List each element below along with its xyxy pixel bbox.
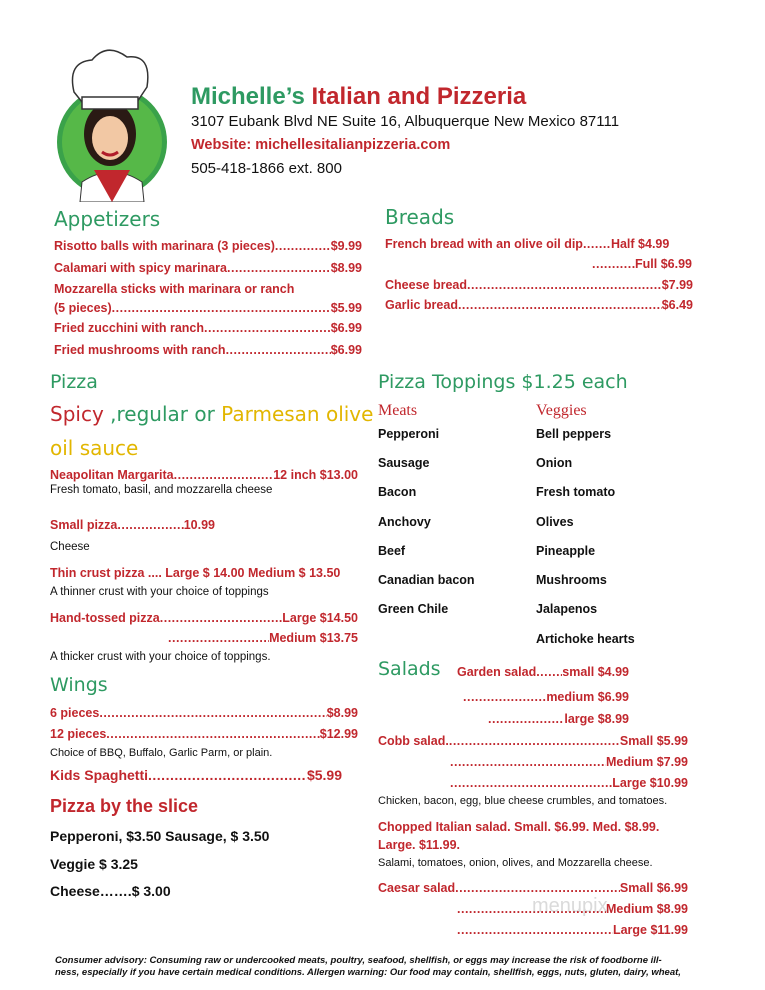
menu-item	[457, 922, 688, 938]
menu-item	[54, 300, 362, 316]
appetizers-heading: Appetizers	[54, 207, 161, 231]
item-price: Large $11.99	[612, 923, 688, 937]
wings-heading: Wings	[50, 674, 108, 696]
topping: Canadian bacon	[378, 573, 475, 587]
menu-item	[50, 767, 342, 783]
item-name: Hand-tossed pizza	[50, 611, 160, 625]
item-name: Neapolitan Margarita	[50, 468, 174, 482]
menu-item	[385, 236, 689, 252]
menu-item	[50, 705, 358, 721]
topping: Onion	[536, 456, 573, 470]
item-name: Cobb salad.	[378, 734, 449, 748]
topping: Artichoke hearts	[536, 632, 635, 646]
item-price: Small $5.99	[619, 734, 688, 748]
item-price: Medium $7.99	[606, 755, 688, 769]
item-price: Full $6.99	[635, 257, 692, 271]
menu-item	[54, 342, 362, 358]
item-price: Large $10.99	[612, 776, 688, 790]
sauce-regular: ,regular or	[103, 402, 222, 426]
item-price: $12.99	[319, 727, 358, 741]
item-name: Risotto balls with marinara (3 pieces)	[54, 239, 275, 253]
topping: Olives	[536, 515, 574, 529]
menu-item	[457, 664, 629, 680]
item-price: Large. $11.99.	[378, 838, 461, 852]
topping: Pineapple	[536, 544, 596, 558]
veggies-label: Veggies	[536, 402, 587, 419]
item-name: Chopped Italian salad. Small. $6.99. Med. $8.99.	[378, 820, 660, 834]
menu-item	[463, 689, 629, 705]
website-link[interactable]: Website: michellesitalianpizzeria.com	[191, 137, 451, 153]
menu-item	[54, 238, 362, 254]
item-name: 12 pieces	[50, 727, 107, 741]
menu-item	[54, 320, 362, 336]
item-price: Small $6.99	[619, 881, 688, 895]
item-price: $6.99	[330, 343, 362, 357]
item-name: Cheese bread	[385, 278, 467, 292]
consumer-advisory-line1: Consumer advisory: Consuming raw or undercooked meats, poultry, seafood, shellfish, or eggs may increase the risk of foodborne ill-	[55, 955, 662, 966]
item-price: large $8.99	[564, 712, 629, 726]
slice-item: Veggie $ 3.25	[50, 856, 138, 872]
consumer-advisory-line2: ness, especially if you have certain medical conditions. Allergen warning: Our food may contain, shellfish, eggs, nuts, gluten, dairy, wheat,	[55, 967, 681, 978]
topping: Sausage	[378, 456, 430, 470]
sauce-options	[50, 402, 373, 426]
item-name: (5 pieces)	[54, 301, 112, 315]
item-price: $7.99	[661, 278, 693, 292]
menu-item	[592, 256, 692, 272]
pizza-heading: Pizza	[50, 371, 98, 393]
menu-item	[50, 467, 358, 483]
item-price: $8.99	[330, 261, 362, 275]
slice-item: Pepperoni, $3.50 Sausage, $ 3.50	[50, 828, 270, 844]
item-price: $5.99	[330, 301, 362, 315]
item-price: $5.99	[306, 767, 342, 783]
item-name: Garden salad	[457, 665, 537, 679]
item-name: Caesar salad	[378, 881, 456, 895]
topping: Fresh tomato	[536, 485, 616, 499]
meats-label: Meats	[378, 402, 418, 419]
menu-item	[50, 726, 358, 742]
item-price: Half $4.99	[610, 237, 670, 251]
menu-item	[50, 610, 358, 626]
item-price: 12 inch $13.00	[273, 468, 358, 482]
topping: Jalapenos	[536, 602, 598, 616]
topping: Bell peppers	[536, 427, 612, 441]
item-name: Fried mushrooms with ranch	[54, 343, 226, 357]
menu-item	[378, 733, 688, 749]
item-desc: Chicken, bacon, egg, blue cheese crumbles, and tomatoes.	[378, 795, 668, 807]
menu-item	[54, 260, 362, 276]
item-price: $8.99	[326, 706, 358, 720]
topping: Bacon	[378, 485, 417, 499]
sauce-parmesan: Parmesan olive	[221, 402, 374, 426]
item-desc: Choice of BBQ, Buffalo, Garlic Parm, or plain.	[50, 747, 273, 759]
item-desc: Salami, tomatoes, onion, olives, and Mozzarella cheese.	[378, 857, 653, 869]
item-price: small $4.99	[562, 665, 629, 679]
menu-item	[50, 517, 215, 533]
item-desc: A thinner crust with your choice of toppings	[50, 586, 269, 598]
menu-item	[385, 297, 693, 313]
item-price: 10.99	[183, 518, 215, 532]
topping: Beef	[378, 544, 406, 558]
item-price: $6.49	[661, 298, 693, 312]
menu-item	[378, 837, 460, 853]
item-name: Garlic bread	[385, 298, 458, 312]
menu-item	[168, 630, 358, 646]
breads-heading: Breads	[385, 205, 455, 229]
item-name: Kids Spaghetti	[50, 767, 149, 783]
topping: Green Chile	[378, 602, 449, 616]
item-name: French bread with an olive oil dip	[385, 237, 583, 251]
item-desc: A thicker crust with your choice of toppings.	[50, 651, 271, 663]
watermark: menupix	[532, 895, 608, 917]
item-price: Medium $8.99	[606, 902, 688, 916]
sauce-parmesan-cont: oil sauce	[50, 436, 139, 460]
item-price: medium $6.99	[546, 690, 629, 704]
phone: 505-418-1866 ext. 800	[191, 160, 342, 177]
title-michelles: Michelle’s	[191, 83, 312, 110]
menu-item	[50, 565, 340, 581]
menu-item	[450, 775, 688, 791]
topping: Pepperoni	[378, 427, 440, 441]
sauce-spicy: Spicy	[50, 402, 104, 426]
item-name: Fried zucchini with ranch	[54, 321, 205, 335]
item-desc: Fresh tomato, basil, and mozzarella cheese	[50, 484, 273, 496]
item-price: $9.99	[330, 239, 362, 253]
menu-item	[378, 819, 659, 835]
item-name: Small pizza	[50, 518, 118, 532]
toppings-heading: Pizza Toppings $1.25 each	[378, 371, 628, 393]
chef-logo	[52, 42, 167, 202]
item-name: Calamari with spicy marinara	[54, 261, 227, 275]
item-name: Thin crust pizza .... Large $ 14.00 Medium $ 13.50	[50, 566, 341, 580]
slice-item: Cheese…….$ 3.00	[50, 883, 171, 899]
menu-item	[385, 277, 693, 293]
item-price: $6.99	[330, 321, 362, 335]
menu-item	[378, 880, 688, 896]
item-desc: Cheese	[50, 541, 90, 553]
topping: Mushrooms	[536, 573, 607, 587]
title-italian: Italian and Pizzeria	[311, 83, 527, 110]
topping: Anchovy	[378, 515, 431, 529]
menu-item	[488, 711, 629, 727]
address: 3107 Eubank Blvd NE Suite 16, Albuquerque New Mexico 87111	[191, 113, 620, 130]
menu-item	[450, 754, 688, 770]
salads-heading: Salads	[378, 658, 441, 680]
restaurant-title	[191, 83, 526, 111]
menu-item	[54, 281, 362, 297]
item-price: Large $14.50	[282, 611, 358, 625]
item-price: Medium $13.75	[269, 631, 358, 645]
item-name: 6 pieces	[50, 706, 100, 720]
slice-heading: Pizza by the slice	[50, 796, 199, 816]
item-name: Mozzarella sticks with marinara or ranch	[54, 282, 295, 296]
